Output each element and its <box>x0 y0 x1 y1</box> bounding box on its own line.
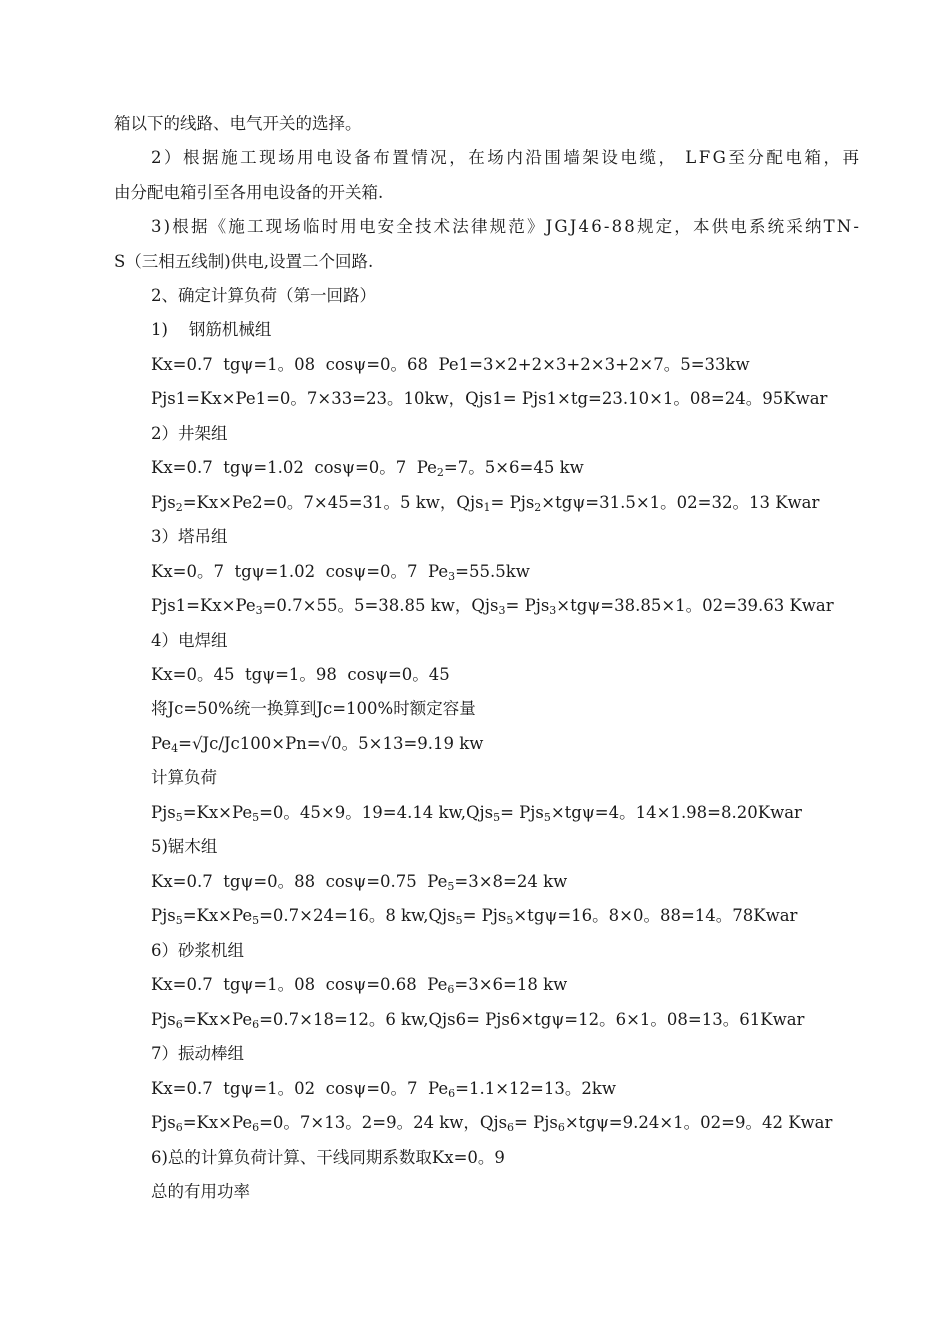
subsection-heading: 5)锯木组 <box>151 837 218 856</box>
subscript: 5 <box>252 811 260 824</box>
formula-line: $Pe_4=√Jc/Jc100\times Pn=√0$。5×13=9.19 kw <box>151 734 484 755</box>
subscript: 6 <box>175 1018 183 1031</box>
subscript: 2 <box>534 501 542 514</box>
section-heading: 2、确定计算负荷（第一回路） <box>151 286 376 305</box>
subscript: 5 <box>493 811 501 824</box>
formula-line: $Pjs1=Kx\times Pe_3=0.7\times 55$。5=38.85 kw，Qjs$_3$= Pjs$_3$×tgψ=38.85×1。02=39.63 Kwar <box>151 596 834 617</box>
text-line: 将Jc=50%统一换算到Jc=100%时额定容量 <box>151 699 476 718</box>
subscript: 5 <box>252 914 260 927</box>
text-line: 箱以下的线路、电气开关的选择。 <box>114 114 362 133</box>
subscript: 6 <box>252 1121 260 1134</box>
subscript: 5 <box>506 914 514 927</box>
formula-line: Pjs1=Kx×Pe1=0。7×33=23。10kw，Qjs1= Pjs1×tg=23.10×1。08=24。95Kwar <box>151 389 828 408</box>
subsection-heading: 7）振动棒组 <box>151 1044 244 1063</box>
subscript: 3 <box>498 604 506 617</box>
formula-line: Kx=0.7 tgψ=0。88 cosψ=0.75 $Pe_5=3\times 8=24$ kw <box>151 872 568 893</box>
subscript: 2 <box>175 501 183 514</box>
formula-line: $Pjs_6=Kx\times Pe_6=0$。7×13。2=9。24 kw，Qjs$_6$= Pjs$_6$×tgψ=9.24×1。02=9。42 Kwar <box>151 1113 833 1134</box>
text-line: 计算负荷 <box>151 768 217 787</box>
formula-line: Pjs$_2$=Kx×Pe2=0。7×45=31。5 kw，Qjs$_1$= Pjs$_2$×tgψ=31.5×1。02=32。13 Kwar <box>151 493 820 514</box>
formula-line: Kx=0.7 tgψ=1。08 cosψ=0.68 $Pe_6=3\times 6=18$ kw <box>151 975 568 996</box>
subscript: 5 <box>455 914 463 927</box>
text-line: 由分配电箱引至各用电设备的开关箱. <box>114 183 384 202</box>
subscript: 3 <box>448 570 456 583</box>
subscript: 6 <box>448 1087 456 1100</box>
formula-line: Kx=0.7 tgψ=1.02 cosψ=0。7 $Pe_2=7$。5×6=45 kw <box>151 458 584 479</box>
subscript: 5 <box>175 811 183 824</box>
subscript: 5 <box>175 914 183 927</box>
subscript: 5 <box>543 811 551 824</box>
formula-line: Kx=0。7 tgψ=1.02 cosψ=0。7 $Pe_3=55.5kw$ <box>151 562 530 583</box>
formula-line: $Pjs_6=Kx\times Pe_6=0.7\times 18=12$。6 kw,Qjs6= Pjs6×tgψ=12。6×1。08=13。61Kwar <box>151 1010 805 1031</box>
subscript: 1 <box>483 501 491 514</box>
text-line: 3)根据《施工现场临时用电安全技术法律规范》JGJ46-88规定，本供电系统采纳TN- <box>151 217 862 236</box>
text-line: 2）根据施工现场用电设备布置情况，在场内沿围墙架设电缆， LFG至分配电箱，再 <box>151 148 862 167</box>
subsection-heading: 3）塔吊组 <box>151 527 228 546</box>
text-line: 总的有用功率 <box>151 1182 250 1201</box>
subscript: 3 <box>255 604 263 617</box>
subsection-heading: 4）电焊组 <box>151 631 228 650</box>
subsection-heading: 6）砂浆机组 <box>151 941 244 960</box>
text-line: S（三相五线制)供电,设置二个回路. <box>114 252 374 271</box>
text-line: 6)总的计算负荷计算、干线同期系数取Kx=0。9 <box>151 1148 505 1167</box>
subscript: 2 <box>436 466 444 479</box>
subscript: 6 <box>252 1018 260 1031</box>
subscript: 6 <box>175 1121 183 1134</box>
formula-line: Kx=0.7 tgψ=1。02 cosψ=0。7 $Pe_6=1.1\times 12=13$。2kw <box>151 1079 616 1100</box>
formula-line: $Pjs_5=Kx\times Pe_5=0$。45×9。19=4.14 kw,Qjs$_5$= Pjs$_5$×tgψ=4。14×1.98=8.20Kwar <box>151 803 802 824</box>
subscript: 6 <box>447 983 455 996</box>
formula-line: Kx=0。45 tgψ=1。98 cosψ=0。45 <box>151 665 450 684</box>
subscript: 5 <box>447 880 455 893</box>
subsection-heading: 2）井架组 <box>151 424 228 443</box>
subscript: 6 <box>557 1121 565 1134</box>
formula-line: $Pjs_5=Kx\times Pe_5=0.7\times 24=16$。8 kw,Qjs$_5$= Pjs$_5$×tgψ=16。8×0。88=14。78Kwar <box>151 906 798 927</box>
formula-line: Kx=0.7 tgψ=1。08 cosψ=0。68 Pe1=3×2+2×3+2×3+2×7。5=33kw <box>151 355 750 374</box>
subscript: 4 <box>171 742 179 755</box>
subsection-heading: 1) 钢筋机械组 <box>151 320 272 339</box>
subscript: 6 <box>507 1121 515 1134</box>
subscript: 3 <box>549 604 557 617</box>
